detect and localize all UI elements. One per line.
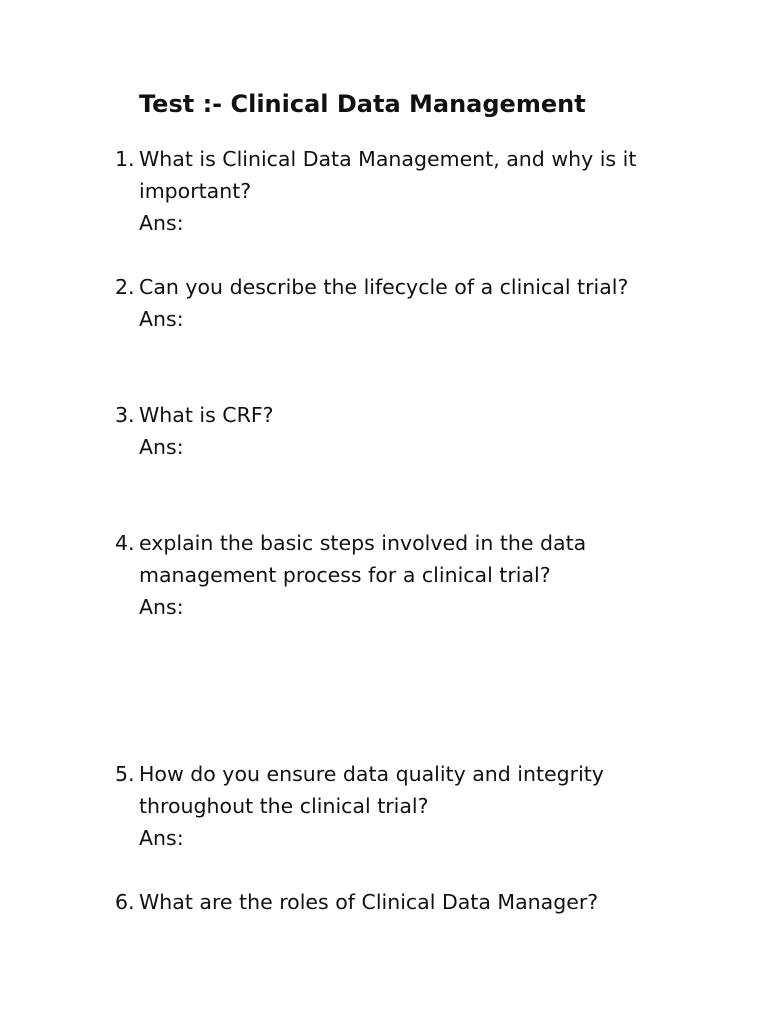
question-body	[139, 399, 699, 463]
answer-label: Ans:	[139, 211, 184, 235]
question-body	[139, 758, 699, 854]
answer-label: Ans:	[139, 307, 184, 331]
answer-label: Ans:	[139, 826, 184, 850]
question-body	[139, 886, 699, 918]
question-body	[139, 271, 699, 335]
question-number: 3.	[115, 403, 135, 427]
question-number: 1.	[115, 147, 135, 171]
question-number: 2.	[115, 275, 135, 299]
question-number: 5.	[115, 762, 135, 786]
question-text-line: How do you ensure data quality and integrity	[139, 762, 604, 786]
question-text-line: important?	[139, 179, 252, 203]
question-text-line: What is Clinical Data Management, and why is it	[139, 147, 637, 171]
question-text-line: What are the roles of Clinical Data Manager?	[139, 890, 599, 914]
question-number: 6.	[115, 890, 135, 914]
question-text-line: management process for a clinical trial?	[139, 563, 551, 587]
question-text-line: What is CRF?	[139, 403, 274, 427]
answer-label: Ans:	[139, 435, 184, 459]
question-text-line: explain the basic steps involved in the data	[139, 531, 587, 555]
question-text-line: throughout the clinical trial?	[139, 794, 429, 818]
document-title: Test :- Clinical Data Management	[139, 90, 586, 118]
answer-label: Ans:	[139, 595, 184, 619]
question-text-line: Can you describe the lifecycle of a clinical trial?	[139, 275, 629, 299]
question-body	[139, 527, 699, 623]
question-body	[139, 143, 699, 239]
question-number: 4.	[115, 531, 135, 555]
